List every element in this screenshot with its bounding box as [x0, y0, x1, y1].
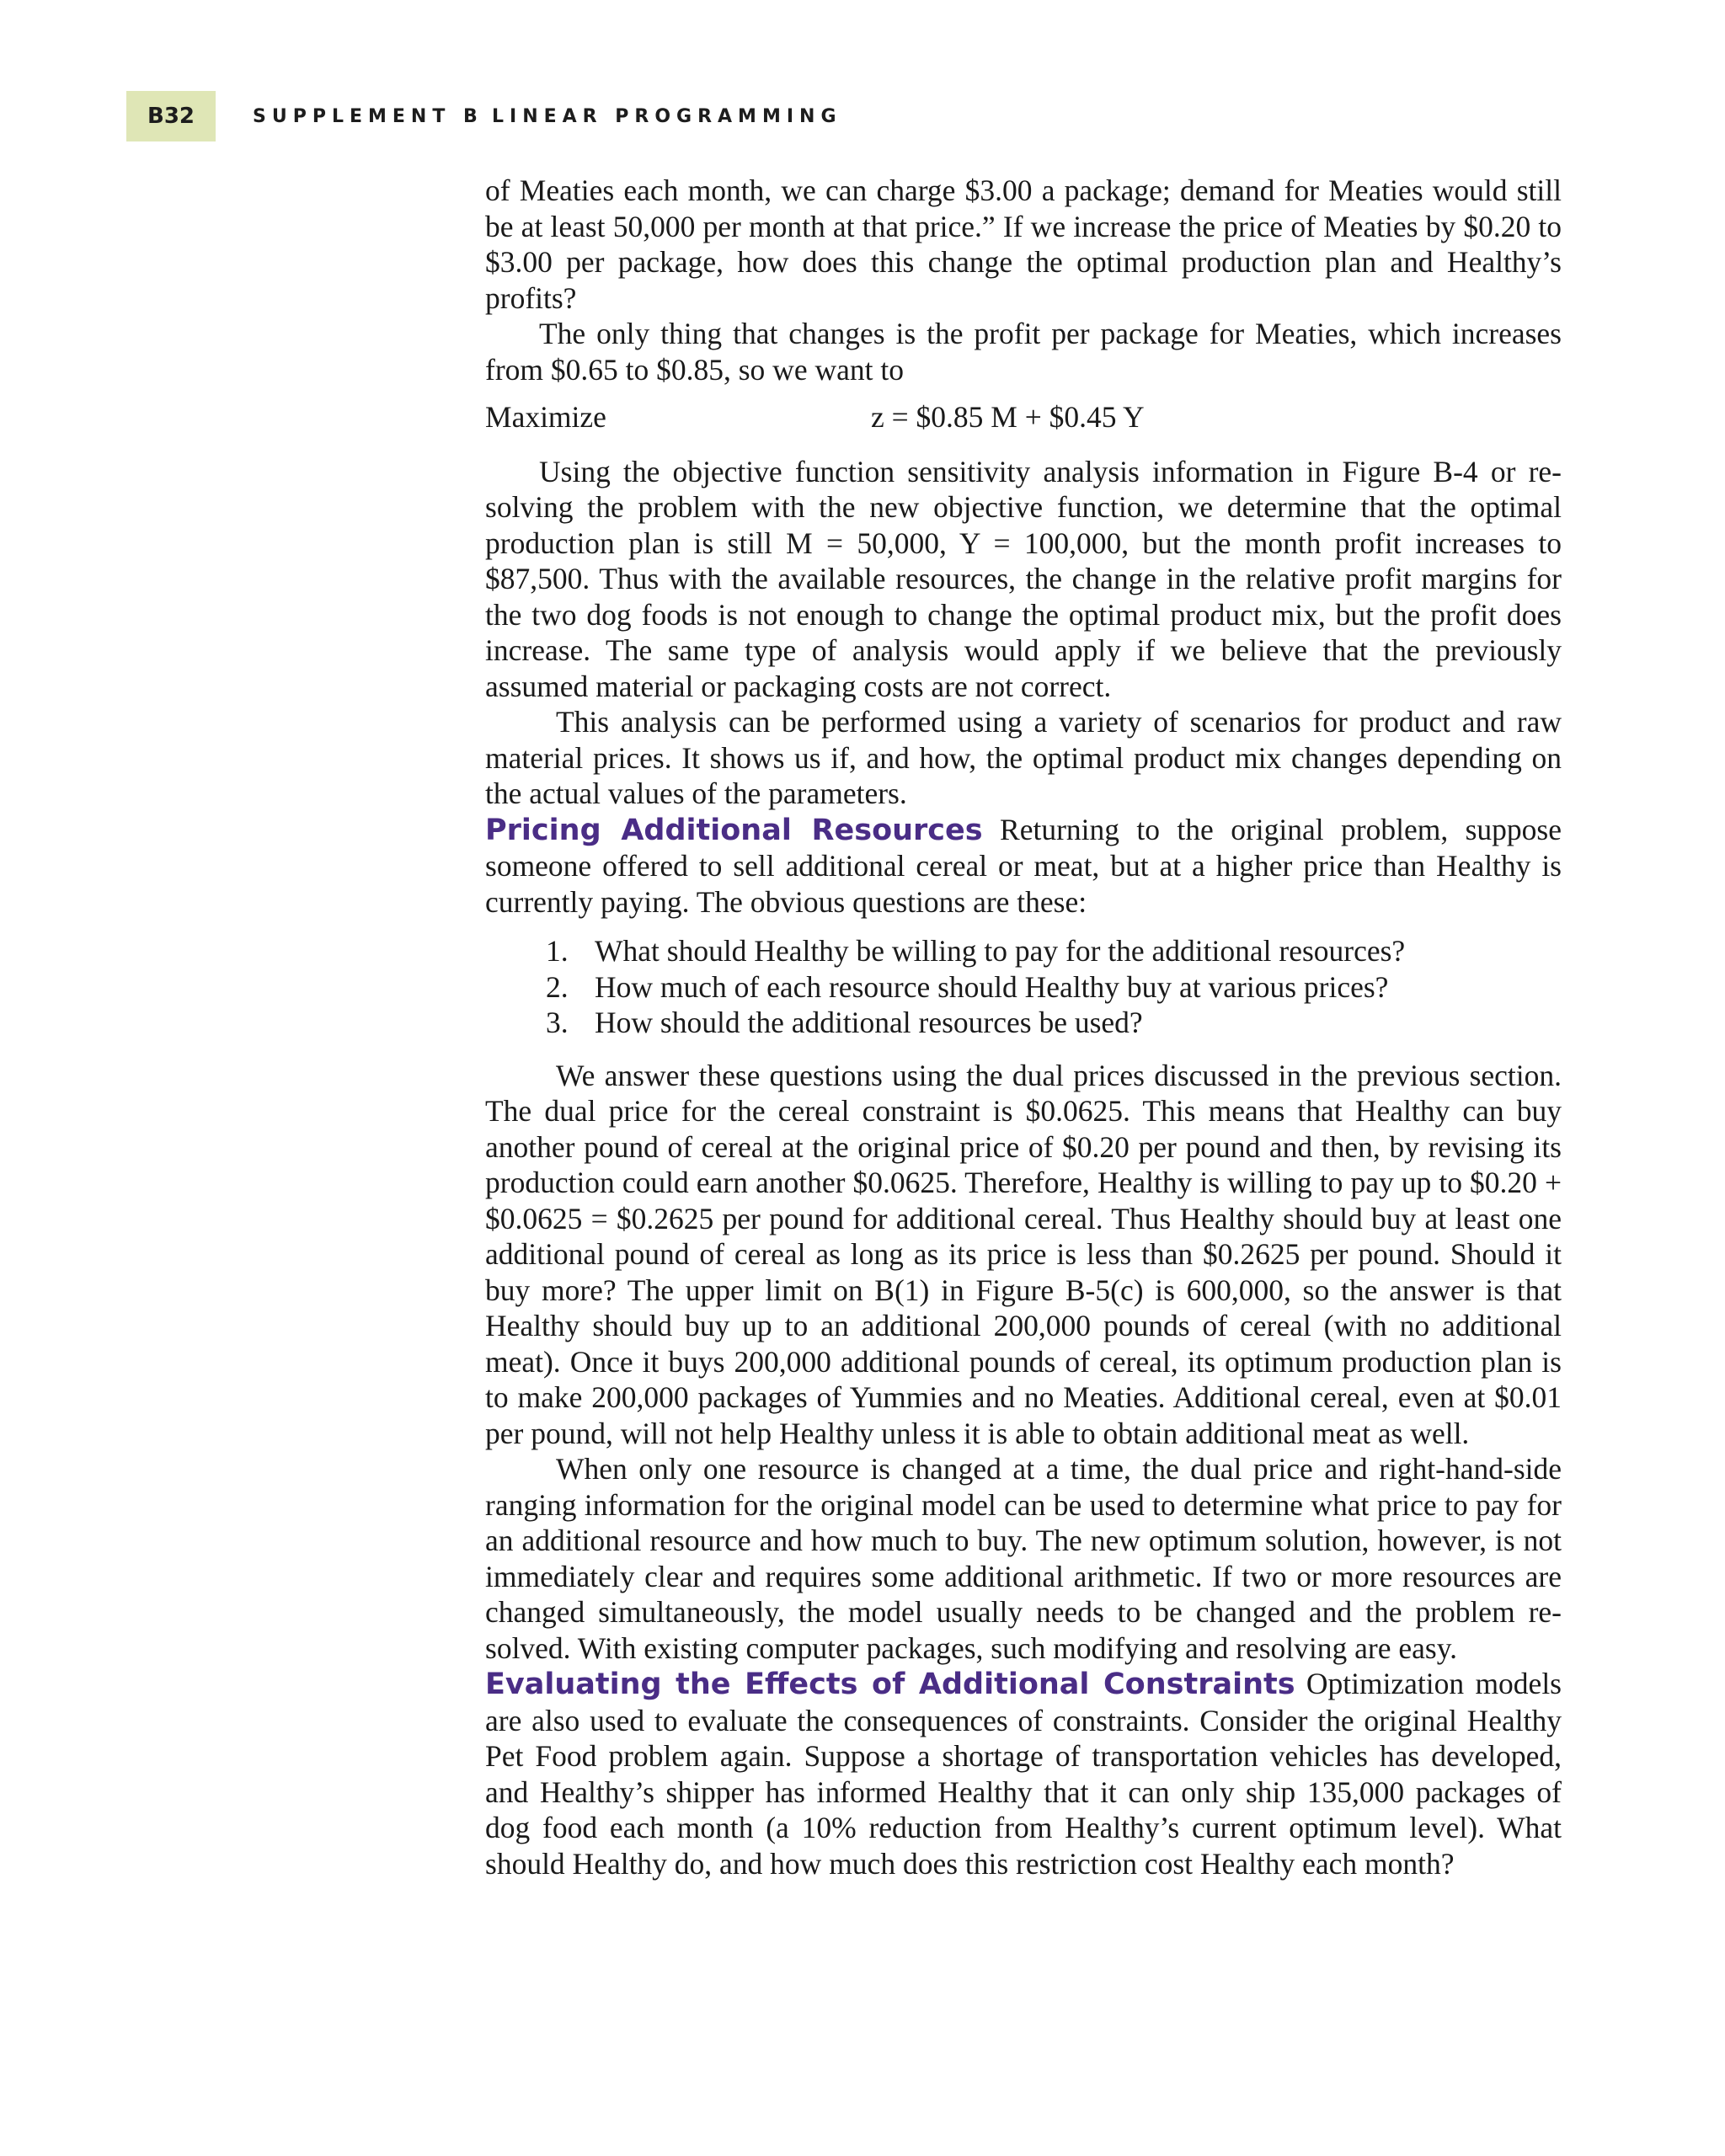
running-head-supplement: SUPPLEMENT B	[253, 106, 483, 127]
section-evaluating-constraints	[485, 1666, 1562, 1881]
heading-pricing-additional-resources: Pricing Additional Resources	[485, 813, 983, 847]
page-number-tab: B32	[126, 91, 216, 141]
list-item-text: How should the additional resources be used?	[595, 1006, 1143, 1039]
list-item-text: What should Healthy be willing to pay for the additional resources?	[595, 934, 1406, 968]
paragraph-sensitivity: Using the objective function sensitivity analysis information in Figure B-4 or re-solving the problem with the new objective function, we determine that the optimal production plan is still M = 50,000, Y = 100,000, but the month profit increases to $87,500. Thus with the available resources, the change in the relative profit margins for the two dog foods is not enough to change the optimal product mix, but the profit does increase. The same type of analysis would apply if we believe that the previously assumed material or packaging costs are not correct.	[485, 454, 1562, 703]
page-body	[485, 173, 1562, 1881]
heading-evaluating-constraints: Evaluating the Effects of Additional Constraints	[485, 1668, 1295, 1701]
formula-expression: z = $0.85 M + $0.45 Y	[871, 400, 1145, 434]
paragraph-pricing-intro: Returning to the original problem, suppose someone offered to sell additional cereal or meat, but at a higher price than Healthy is currently paying. The obvious questions are these:	[485, 812, 1562, 919]
list-item-number: 1.	[546, 934, 569, 968]
paragraph-one-resource: When only one resource is changed at a time, the dual price and right-hand-side ranging information for the original model can be used to determine what price to pay for an additional resource and how much to buy. The new optimum solution, however, is not immediately clear and requires some additional arithmetic. If two or more resources are changed simultaneously, the model usually needs to be changed and the problem re-solved. With existing computer packages, such modifying and resolving are easy.	[485, 1452, 1562, 1665]
list-item-number: 3.	[546, 1006, 569, 1039]
paragraph-dual-prices: We answer these questions using the dual prices discussed in the previous section. The dual price for the cereal constraint is $0.0625. This means that Healthy can buy another pound of cereal at the original price of $0.20 per pound and then, by revising its production could earn another $0.0625. Therefore, Healthy is willing to pay up to $0.20 + $0.0625 = $0.2625 per pound for additional cereal. Thus Healthy should buy at least one additional pound of cereal as long as its price is less than $0.2625 per pound. Should it buy more? The upper limit on B(1) in Figure B-5(c) is 600,000, so the answer is that Healthy should buy up to an additional 200,000 pounds of cereal (with no additional meat). Once it buys 200,000 additional pounds of cereal, its optimum production plan is to make 200,000 packages of Yummies and no Meaties. Additional cereal, even at $0.01 per pound, will not help Healthy unless it is able to obtain additional meat as well.	[485, 1058, 1562, 1450]
paragraph-profit-change: The only thing that changes is the profit per package for Meaties, which increases from $0.65 to $0.85, so we want to	[485, 317, 1562, 387]
list-item	[546, 933, 1562, 969]
objective-formula	[485, 399, 1562, 435]
paragraph-constraints-intro: Optimization models are also used to evaluate the consequences of constraints. Consider the original Healthy Pet Food problem again. Suppose a shortage of transportation vehicles has developed, and Healthy’s shipper has informed Healthy that it can only ship 135,000 packages of dog food each month (a 10% reduction from Healthy’s current optimum level). What should Healthy do, and how much does this restriction cost Healthy each month?	[485, 1667, 1562, 1881]
list-item-number: 2.	[546, 969, 569, 1004]
section-pricing-additional-resources	[485, 812, 1562, 921]
list-item	[546, 969, 1562, 1006]
formula-label: Maximize	[485, 400, 606, 434]
paragraph-continued: of Meaties each month, we can charge $3.00 a package; demand for Meaties would still be at least 50,000 per month at that price.” If we increase the price of Meaties by $0.20 to $3.00 per package, how does this change the optimal production plan and Healthy’s profits?	[485, 173, 1562, 315]
paragraph-scenarios: This analysis can be performed using a variety of scenarios for product and raw material prices. It shows us if, and how, the optimal product mix changes depending on the actual values of the parameters.	[485, 705, 1562, 810]
list-item-text: How much of each resource should Healthy buy at various prices?	[595, 969, 1389, 1004]
running-head-chapter-title: LINEAR PROGRAMMING	[492, 106, 842, 127]
questions-list	[485, 933, 1562, 1041]
list-item	[546, 1005, 1562, 1041]
